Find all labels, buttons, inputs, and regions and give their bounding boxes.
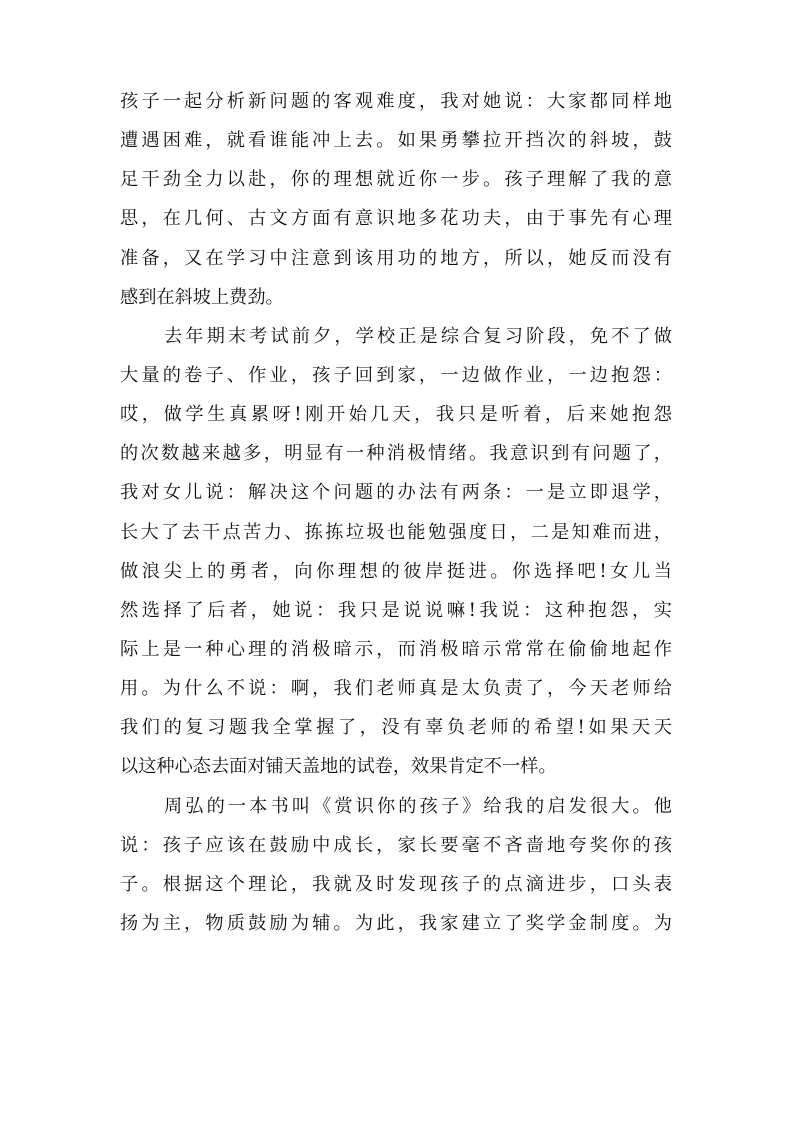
text-line: 遭遇困难，就看谁能冲上去。如果勇攀拉开挡次的斜坡，鼓 bbox=[120, 130, 672, 152]
text-line: 思，在几何、古文方面有意识地多花功夫，由于事先有心理 bbox=[120, 208, 672, 230]
text-line: 子。根据这个理论，我就及时发现孩子的点滴进步，口头表 bbox=[120, 873, 672, 895]
text-line: 际上是一种心理的消极暗示，而消极暗示常常在偷偷地起作 bbox=[120, 638, 672, 660]
text-line: 感到在斜坡上费劲。 bbox=[120, 286, 284, 308]
text-line: 做浪尖上的勇者，向你理想的彼岸挺进。你选择吧!女儿当 bbox=[120, 560, 672, 582]
text-line: 的次数越来越多，明显有一种消极情绪。我意识到有问题了， bbox=[120, 443, 672, 465]
text-line: 我对女儿说：解决这个问题的办法有两条：一是立即退学， bbox=[120, 482, 672, 504]
text-line: 孩子一起分析新问题的客观难度，我对她说：大家都同样地 bbox=[120, 91, 672, 112]
text-line: 长大了去干点苦力、拣拣垃圾也能勉强度日，二是知难而进， bbox=[120, 521, 672, 543]
text-line: 哎，做学生真累呀!刚开始几天，我只是听着，后来她抱怨 bbox=[120, 404, 672, 426]
text-line: 然选择了后者，她说：我只是说说嘛!我说：这种抱怨，实 bbox=[120, 599, 672, 621]
document-body bbox=[120, 82, 672, 943]
text-line: 准备，又在学习中注意到该用功的地方，所以，她反而没有 bbox=[120, 247, 672, 269]
paragraph-first-line: 去年期末考试前夕，学校正是综合复习阶段，免不了做 bbox=[164, 325, 672, 347]
text-line: 扬为主，物质鼓励为辅。为此，我家建立了奖学金制度。为 bbox=[120, 912, 672, 934]
text-line: 大量的卷子、作业，孩子回到家，一边做作业，一边抱怨： bbox=[120, 364, 672, 386]
text-line: 说：孩子应该在鼓励中成长，家长要毫不吝啬地夸奖你的孩 bbox=[120, 834, 672, 856]
text-line: 我们的复习题我全掌握了，没有辜负老师的希望!如果天天 bbox=[120, 717, 672, 739]
text-line: 足干劲全力以赴，你的理想就近你一步。孩子理解了我的意 bbox=[120, 169, 672, 191]
paragraph-first-line: 周弘的一本书叫《赏识你的孩子》给我的启发很大。他 bbox=[164, 795, 672, 817]
text-line: 以这种心态去面对铺天盖地的试卷，效果肯定不一样。 bbox=[120, 756, 557, 778]
text-line: 用。为什么不说：啊，我们老师真是太负责了，今天老师给 bbox=[120, 678, 672, 700]
